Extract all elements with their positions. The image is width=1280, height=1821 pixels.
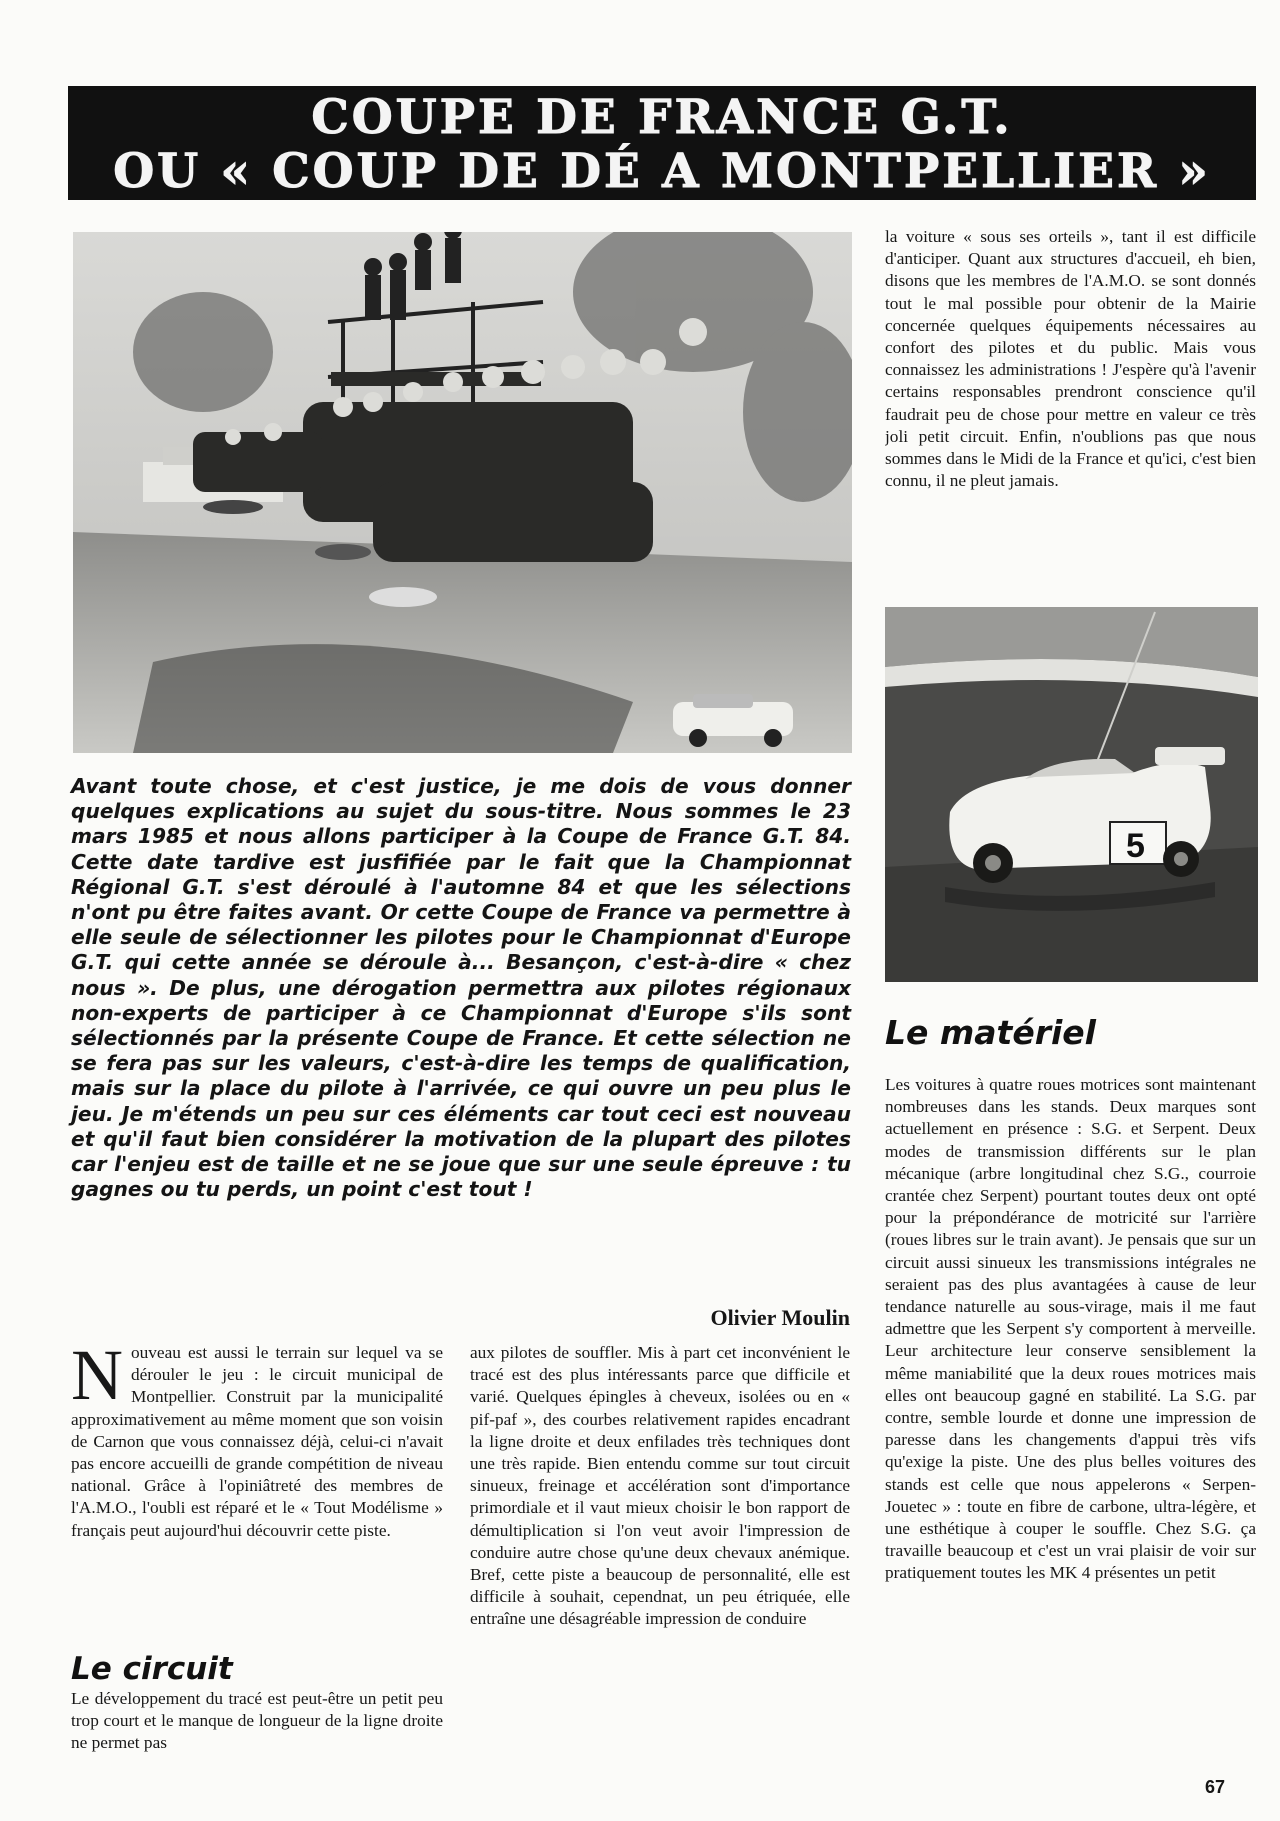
car-number-label: 5 — [1126, 827, 1145, 865]
materiel-paragraph: Les voitures à quatre roues motrices sont maintenant nombreuses dans les stands. Deux marques sont actuellement en présence : S.G. et Serpent. Deux modes de transmission différents sur le plan mécanique (arbre longitudinal chez S.G., courroie crantée chez Serpent) pourtant toutes deux ont opté pour la prépondérance de motricité sur l'arrière (roues libres sur le train avant). Je pensais que sur un circuit aussi sinueux les transmissions intégrales ne seraient pas des plus avantagées à cause de leur tendance naturelle au sous-virage, mais il me faut admettre que les Serpent s'y comportent à merveille. Leur architecture leur conserve sensiblement la même maniabilité que la deux roues motrices mais elles ont beaucoup gagné en stabilité. La S.G. par contre, semble lourde et donne une impression de paresse dans les changements d'appui très vifs qu'exige la piste. Une des plus belles voitures des stands est celle que nous appelerons « Serpen-Jouetec » : toute en fibre de carbone, ultra-légère, et une esthétique à couper le souffle. Chez S.G. ça travaille beaucoup et c'est un vrai plaisir de voir sur pratiquement toutes les MK 4 présentes un petit — [885, 1075, 1256, 1583]
materiel-heading: Le matériel — [885, 1013, 1096, 1052]
gt-car-photo — [885, 607, 1258, 982]
headline-line-2: OU « COUP DE DÉ A MONTPELLIER » — [113, 144, 1211, 199]
column-2 — [470, 1342, 850, 1631]
circuit-paragraph: Le développement du tracé est peut-être un petit peu trop court et le manque de longueur de la ligne droite ne permet pas — [71, 1689, 443, 1753]
intro-paragraph — [71, 1342, 443, 1646]
headline-line-1: COUPE DE FRANCE G.T. — [311, 90, 1013, 145]
column-3-top — [885, 226, 1256, 492]
column-3-bottom — [885, 1010, 1256, 1585]
intro-text: ouveau est aussi le terrain sur lequel va se dérouler le jeu : le circuit municipal de Montpellier. Construit par la municipalité approximativement au même moment que son voisin de Carnon que vous connaissez déjà, celui-ci n'avait pas encore accueilli de grande compétition de niveau national. Grâce à l'opiniâtreté des membres de l'A.M.O., l'oubli est réparé et le « Tout Modélisme » français peut aujourd'hui découvrir cette piste. — [71, 1343, 443, 1540]
circuit-heading: Le circuit — [71, 1651, 233, 1687]
page-number: 67 — [1205, 1777, 1226, 1797]
headline-banner — [68, 86, 1256, 200]
dropcap-letter: N — [71, 1342, 123, 1415]
lead-paragraph: Avant toute chose, et c'est justice, je me dois de vous donner quelques explications au sujet du sous-titre. Nous sommes le 23 mars 1985 et nous allons participer à la Coupe de France G.T. 84. Cette date tardive est jusfifiée par le fait que la Championnat Régional G.T. s'est déroulé à l'automne 84 et que les sélections n'ont pu être faites avant. Or cette Coupe de France va permettre à elle seule de sélectionner les pilotes pour le Championnat d'Europe G.T. qui cette année se déroule à... Besançon, c'est-à-dire « chez nous ». De plus, une dérogation permettra aux pilotes régionaux non-experts de participer à ce Championnat d'Europe s'ils sont sélectionnés par la présente Coupe de France. Et cette sélection ne se fera pas sur les valeurs, c'est-à-dire les temps de qualification, mais sur la place du pilote à l'arrivée, ce qui ouvre un peu plus le jeu. Je m'étends un peu sur ces éléments car tout ceci est nouveau et qu'il faut bien considérer la motivation de la plupart des pilotes car l'enjeu est de taille et ne se joue que sur une seule épreuve : tu gagnes ou tu perds, un point c'est tout ! — [71, 774, 851, 1202]
race-crowd-photo — [73, 232, 852, 753]
author-byline: Olivier Moulin — [710, 1305, 850, 1330]
column-1 — [71, 1342, 443, 1755]
infrastructure-paragraph: la voiture « sous ses orteils », tant il est difficile d'anticiper. Quant aux structures d'accueil, eh bien, disons que les membres de l'A.M.O. se sont donnés tout le mal possible pour obtenir de la Mairie concernée quelques équipements nécessaires au confort des pilotes et du public. Mais vous connaissez les administrations ! J'espère qu'à l'avenir certains responsables prendront conscience qu'il faudrait peu de chose pour mettre en valeur ce très joli petit circuit. Enfin, n'oublions pas que nous sommes dans le Midi de la France et qu'ici, c'est bien connu, il ne pleut jamais. — [885, 227, 1256, 491]
track-paragraph: aux pilotes de souffler. Mis à part cet inconvénient le tracé est des plus intéressants parce que difficile et varié. Quelques épingles à cheveux, isolées ou en « pif-paf », des courbes relativement rapides encadrant la ligne droite et deux enfilades très techniques dont une très rapide. Bien entendu comme sur tout circuit sinueux, freinage et accélération sont d'importance primordiale et il vaut mieux choisir le bon rapport de démultiplication si l'on veut avoir l'impression de conduire autre chose qu'une deux chevaux anémique. Bref, cette piste a beaucoup de personnalité, elle est difficile à souhait, cependnat, un peu étriquée, elle entraîne une désagréable impression de conduire — [470, 1343, 850, 1629]
